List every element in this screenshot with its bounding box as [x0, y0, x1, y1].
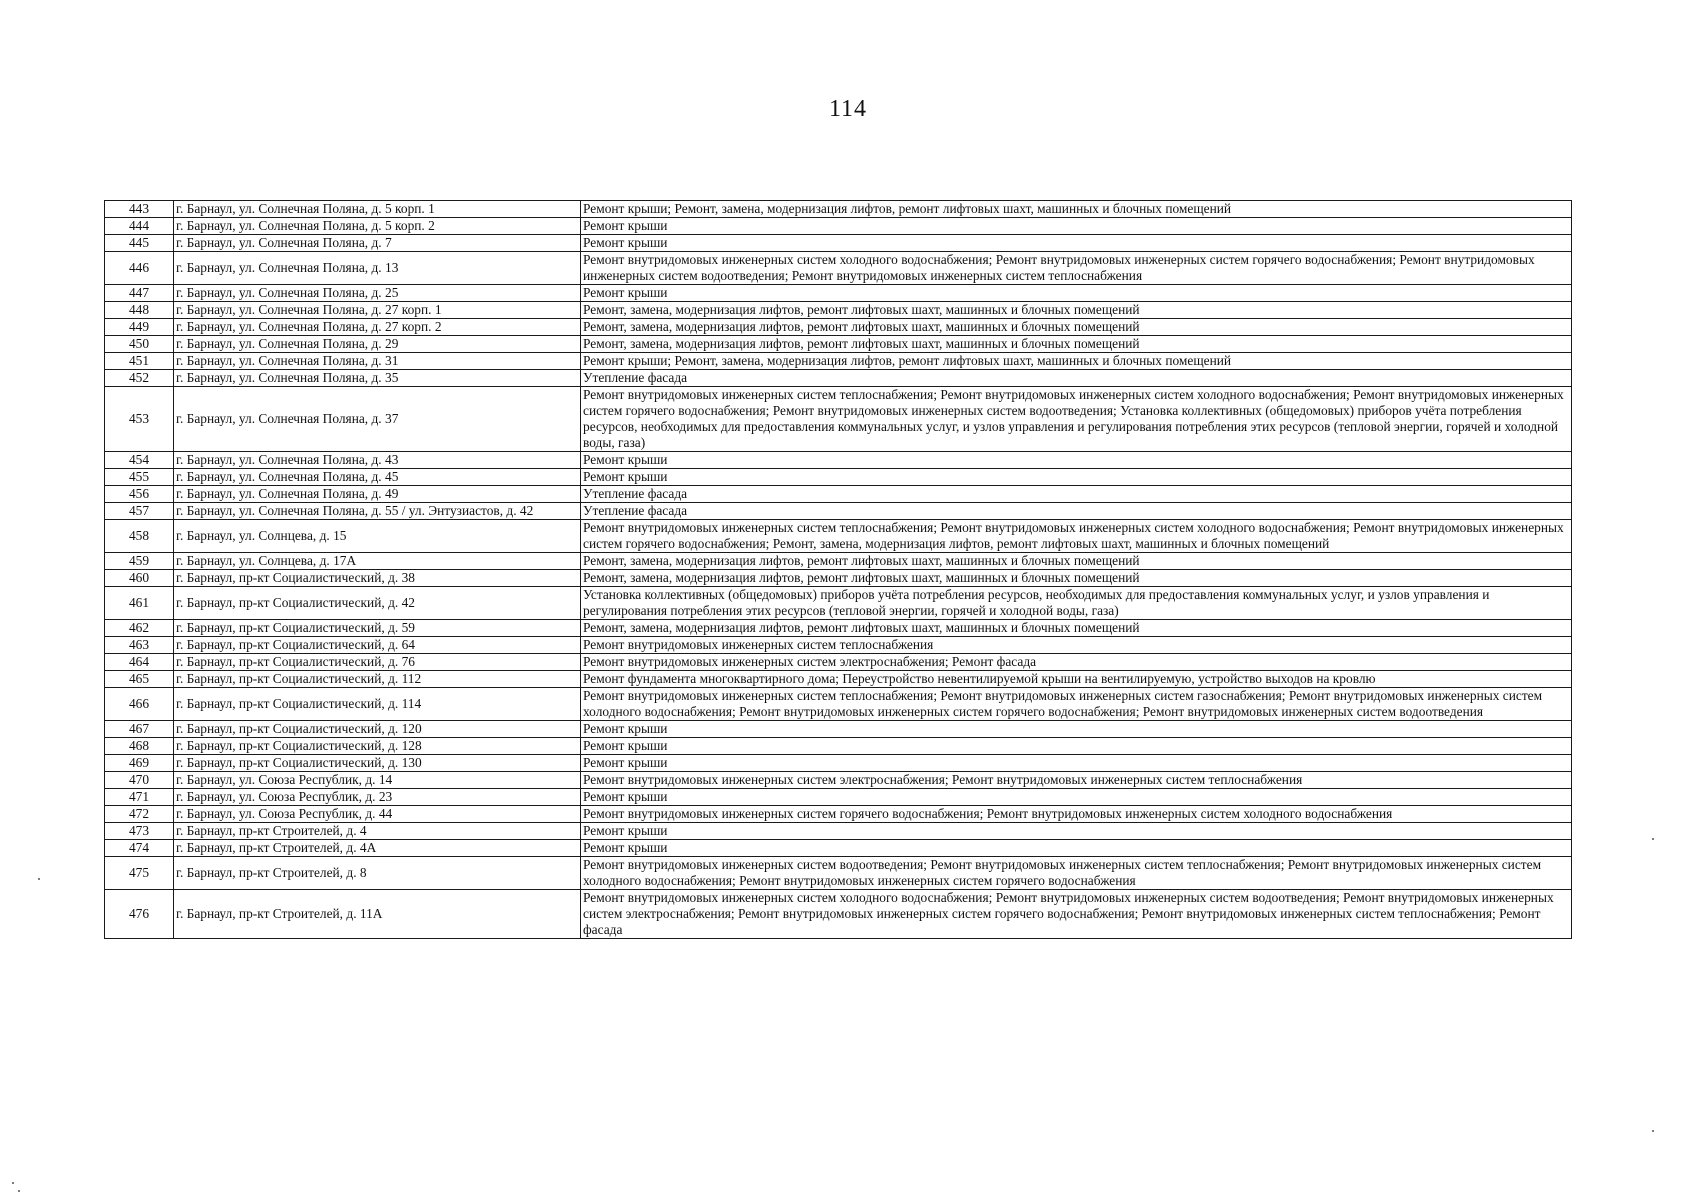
works-cell: Ремонт крыши — [581, 755, 1572, 772]
address-cell: г. Барнаул, пр-кт Социалистический, д. 42 — [174, 587, 581, 620]
row-number-cell: 472 — [105, 806, 174, 823]
works-cell: Ремонт крыши — [581, 823, 1572, 840]
works-cell: Ремонт внутридомовых инженерных систем теплоснабжения; Ремонт внутридомовых инженерных систем газоснабжения; Ремонт внутридомовых инженерных систем холодного водоснабжения; Ремонт внутридомовых инженерных систем горячего водоснабжения; Ремонт внутридомовых инженерных систем водоотведения — [581, 688, 1572, 721]
address-cell: г. Барнаул, ул. Солнечная Поляна, д. 7 — [174, 235, 581, 252]
table-row — [105, 738, 1572, 755]
address-cell: г. Барнаул, пр-кт Строителей, д. 8 — [174, 857, 581, 890]
works-cell: Ремонт, замена, модернизация лифтов, ремонт лифтовых шахт, машинных и блочных помещений — [581, 620, 1572, 637]
address-cell: г. Барнаул, ул. Солнечная Поляна, д. 45 — [174, 469, 581, 486]
row-number-cell: 455 — [105, 469, 174, 486]
works-cell: Ремонт, замена, модернизация лифтов, ремонт лифтовых шахт, машинных и блочных помещений — [581, 570, 1572, 587]
address-cell: г. Барнаул, ул. Солнечная Поляна, д. 27 корп. 2 — [174, 319, 581, 336]
row-number-cell: 476 — [105, 890, 174, 939]
address-cell: г. Барнаул, ул. Солнечная Поляна, д. 35 — [174, 370, 581, 387]
row-number-cell: 447 — [105, 285, 174, 302]
row-number-cell: 466 — [105, 688, 174, 721]
scan-speck — [38, 878, 40, 880]
table-row — [105, 520, 1572, 553]
table-row — [105, 857, 1572, 890]
table-row — [105, 637, 1572, 654]
register-body — [105, 201, 1572, 939]
table-row — [105, 755, 1572, 772]
works-cell: Ремонт крыши — [581, 738, 1572, 755]
table-row — [105, 503, 1572, 520]
row-number-cell: 469 — [105, 755, 174, 772]
address-cell: г. Барнаул, пр-кт Строителей, д. 11А — [174, 890, 581, 939]
address-cell: г. Барнаул, пр-кт Социалистический, д. 76 — [174, 654, 581, 671]
table-row — [105, 671, 1572, 688]
address-cell: г. Барнаул, пр-кт Социалистический, д. 59 — [174, 620, 581, 637]
table-row — [105, 387, 1572, 452]
scan-speck — [1652, 838, 1654, 840]
address-cell: г. Барнаул, ул. Солнечная Поляна, д. 43 — [174, 452, 581, 469]
table-row — [105, 319, 1572, 336]
row-number-cell: 465 — [105, 671, 174, 688]
repair-register-table — [104, 200, 1572, 939]
address-cell: г. Барнаул, пр-кт Социалистический, д. 114 — [174, 688, 581, 721]
works-cell: Ремонт, замена, модернизация лифтов, ремонт лифтовых шахт, машинных и блочных помещений — [581, 319, 1572, 336]
row-number-cell: 456 — [105, 486, 174, 503]
row-number-cell: 467 — [105, 721, 174, 738]
works-cell: Ремонт внутридомовых инженерных систем теплоснабжения; Ремонт внутридомовых инженерных систем холодного водоснабжения; Ремонт внутридомовых инженерных систем горячего водоснабжения; Ремонт внутридомовых инженерных систем водоотведения; Установка коллективных (общедомовых) приборов учёта потребления ресурсов, необходимых для предоставления коммунальных услуг, и узлов управления и регулирования потребления этих ресурсов (тепловой энергии, горячей и холодной воды, газа) — [581, 387, 1572, 452]
table-row — [105, 469, 1572, 486]
works-cell: Ремонт фундамента многоквартирного дома; Переустройство невентилируемой крыши на вентилируемую, устройство выходов на кровлю — [581, 671, 1572, 688]
row-number-cell: 450 — [105, 336, 174, 353]
address-cell: г. Барнаул, ул. Солнечная Поляна, д. 49 — [174, 486, 581, 503]
works-cell: Установка коллективных (общедомовых) приборов учёта потребления ресурсов, необходимых для предоставления коммунальных услуг, и узлов управления и регулирования потребления этих ресурсов (тепловой энергии, горячей и холодной воды, газа) — [581, 587, 1572, 620]
address-cell: г. Барнаул, пр-кт Социалистический, д. 128 — [174, 738, 581, 755]
scan-speck — [1652, 1130, 1654, 1132]
address-cell: г. Барнаул, пр-кт Строителей, д. 4А — [174, 840, 581, 857]
works-cell: Ремонт внутридомовых инженерных систем холодного водоснабжения; Ремонт внутридомовых инженерных систем горячего водоснабжения; Ремонт внутридомовых инженерных систем водоотведения; Ремонт внутридомовых инженерных систем теплоснабжения — [581, 252, 1572, 285]
works-cell: Ремонт внутридомовых инженерных систем водоотведения; Ремонт внутридомовых инженерных систем теплоснабжения; Ремонт внутридомовых инженерных систем холодного водоснабжения; Ремонт внутридомовых инженерных систем горячего водоснабжения — [581, 857, 1572, 890]
table-row — [105, 806, 1572, 823]
row-number-cell: 445 — [105, 235, 174, 252]
table-row — [105, 553, 1572, 570]
address-cell: г. Барнаул, ул. Солнечная Поляна, д. 13 — [174, 252, 581, 285]
row-number-cell: 468 — [105, 738, 174, 755]
row-number-cell: 453 — [105, 387, 174, 452]
table-row — [105, 840, 1572, 857]
works-cell: Ремонт внутридомовых инженерных систем горячего водоснабжения; Ремонт внутридомовых инженерных систем холодного водоснабжения — [581, 806, 1572, 823]
address-cell: г. Барнаул, ул. Солнечная Поляна, д. 31 — [174, 353, 581, 370]
row-number-cell: 459 — [105, 553, 174, 570]
works-cell: Ремонт крыши — [581, 235, 1572, 252]
address-cell: г. Барнаул, ул. Солнцева, д. 15 — [174, 520, 581, 553]
address-cell: г. Барнаул, ул. Солнечная Поляна, д. 5 корп. 2 — [174, 218, 581, 235]
table-row — [105, 654, 1572, 671]
works-cell: Ремонт крыши; Ремонт, замена, модернизация лифтов, ремонт лифтовых шахт, машинных и блочных помещений — [581, 201, 1572, 218]
table-row — [105, 772, 1572, 789]
address-cell: г. Барнаул, ул. Солнечная Поляна, д. 27 корп. 1 — [174, 302, 581, 319]
address-cell: г. Барнаул, пр-кт Социалистический, д. 38 — [174, 570, 581, 587]
works-cell: Ремонт, замена, модернизация лифтов, ремонт лифтовых шахт, машинных и блочных помещений — [581, 336, 1572, 353]
address-cell: г. Барнаул, ул. Союза Республик, д. 44 — [174, 806, 581, 823]
address-cell: г. Барнаул, ул. Солнечная Поляна, д. 29 — [174, 336, 581, 353]
works-cell: Ремонт внутридомовых инженерных систем электроснабжения; Ремонт фасада — [581, 654, 1572, 671]
works-cell: Ремонт внутридомовых инженерных систем холодного водоснабжения; Ремонт внутридомовых инженерных систем водоотведения; Ремонт внутридомовых инженерных систем электроснабжения; Ремонт внутридомовых инженерных систем горячего водоснабжения; Ремонт внутридомовых инженерных систем теплоснабжения; Ремонт фасада — [581, 890, 1572, 939]
works-cell: Ремонт внутридомовых инженерных систем теплоснабжения; Ремонт внутридомовых инженерных систем холодного водоснабжения; Ремонт внутридомовых инженерных систем горячего водоснабжения; Ремонт, замена, модернизация лифтов, ремонт лифтовых шахт, машинных и блочных помещений — [581, 520, 1572, 553]
table-row — [105, 201, 1572, 218]
works-cell: Ремонт внутридомовых инженерных систем теплоснабжения — [581, 637, 1572, 654]
scan-speck — [18, 1190, 20, 1192]
row-number-cell: 463 — [105, 637, 174, 654]
table-row — [105, 353, 1572, 370]
row-number-cell: 464 — [105, 654, 174, 671]
page-number: 114 — [828, 96, 868, 122]
scan-speck — [12, 1182, 14, 1184]
row-number-cell: 454 — [105, 452, 174, 469]
table-row — [105, 789, 1572, 806]
works-cell: Ремонт, замена, модернизация лифтов, ремонт лифтовых шахт, машинных и блочных помещений — [581, 302, 1572, 319]
table-row — [105, 218, 1572, 235]
address-cell: г. Барнаул, ул. Союза Республик, д. 14 — [174, 772, 581, 789]
table-row — [105, 890, 1572, 939]
table-row — [105, 721, 1572, 738]
table-row — [105, 302, 1572, 319]
row-number-cell: 448 — [105, 302, 174, 319]
table-row — [105, 620, 1572, 637]
row-number-cell: 471 — [105, 789, 174, 806]
works-cell: Утепление фасада — [581, 503, 1572, 520]
row-number-cell: 458 — [105, 520, 174, 553]
address-cell: г. Барнаул, пр-кт Строителей, д. 4 — [174, 823, 581, 840]
row-number-cell: 475 — [105, 857, 174, 890]
table-row — [105, 235, 1572, 252]
table-row — [105, 452, 1572, 469]
works-cell: Ремонт крыши — [581, 721, 1572, 738]
works-cell: Ремонт крыши — [581, 789, 1572, 806]
table-row — [105, 570, 1572, 587]
address-cell: г. Барнаул, пр-кт Социалистический, д. 130 — [174, 755, 581, 772]
table-row — [105, 336, 1572, 353]
address-cell: г. Барнаул, ул. Солнечная Поляна, д. 37 — [174, 387, 581, 452]
row-number-cell: 470 — [105, 772, 174, 789]
address-cell: г. Барнаул, ул. Солнечная Поляна, д. 55 / ул. Энтузиастов, д. 42 — [174, 503, 581, 520]
row-number-cell: 457 — [105, 503, 174, 520]
table-row — [105, 486, 1572, 503]
works-cell: Ремонт крыши — [581, 285, 1572, 302]
address-cell: г. Барнаул, ул. Солнечная Поляна, д. 5 корп. 1 — [174, 201, 581, 218]
row-number-cell: 451 — [105, 353, 174, 370]
row-number-cell: 444 — [105, 218, 174, 235]
address-cell: г. Барнаул, ул. Солнцева, д. 17А — [174, 553, 581, 570]
row-number-cell: 462 — [105, 620, 174, 637]
row-number-cell: 474 — [105, 840, 174, 857]
address-cell: г. Барнаул, пр-кт Социалистический, д. 120 — [174, 721, 581, 738]
address-cell: г. Барнаул, ул. Союза Республик, д. 23 — [174, 789, 581, 806]
works-cell: Ремонт внутридомовых инженерных систем электроснабжения; Ремонт внутридомовых инженерных систем теплоснабжения — [581, 772, 1572, 789]
table-row — [105, 252, 1572, 285]
works-cell: Ремонт крыши — [581, 840, 1572, 857]
table-row — [105, 587, 1572, 620]
table-row — [105, 823, 1572, 840]
works-cell: Утепление фасада — [581, 370, 1572, 387]
works-cell: Утепление фасада — [581, 486, 1572, 503]
row-number-cell: 449 — [105, 319, 174, 336]
table-row — [105, 285, 1572, 302]
works-cell: Ремонт, замена, модернизация лифтов, ремонт лифтовых шахт, машинных и блочных помещений — [581, 553, 1572, 570]
address-cell: г. Барнаул, пр-кт Социалистический, д. 112 — [174, 671, 581, 688]
works-cell: Ремонт крыши — [581, 218, 1572, 235]
table-row — [105, 370, 1572, 387]
row-number-cell: 452 — [105, 370, 174, 387]
row-number-cell: 473 — [105, 823, 174, 840]
address-cell: г. Барнаул, ул. Солнечная Поляна, д. 25 — [174, 285, 581, 302]
works-cell: Ремонт крыши — [581, 469, 1572, 486]
row-number-cell: 446 — [105, 252, 174, 285]
address-cell: г. Барнаул, пр-кт Социалистический, д. 64 — [174, 637, 581, 654]
row-number-cell: 460 — [105, 570, 174, 587]
works-cell: Ремонт крыши — [581, 452, 1572, 469]
row-number-cell: 461 — [105, 587, 174, 620]
works-cell: Ремонт крыши; Ремонт, замена, модернизация лифтов, ремонт лифтовых шахт, машинных и блочных помещений — [581, 353, 1572, 370]
row-number-cell: 443 — [105, 201, 174, 218]
table-row — [105, 688, 1572, 721]
